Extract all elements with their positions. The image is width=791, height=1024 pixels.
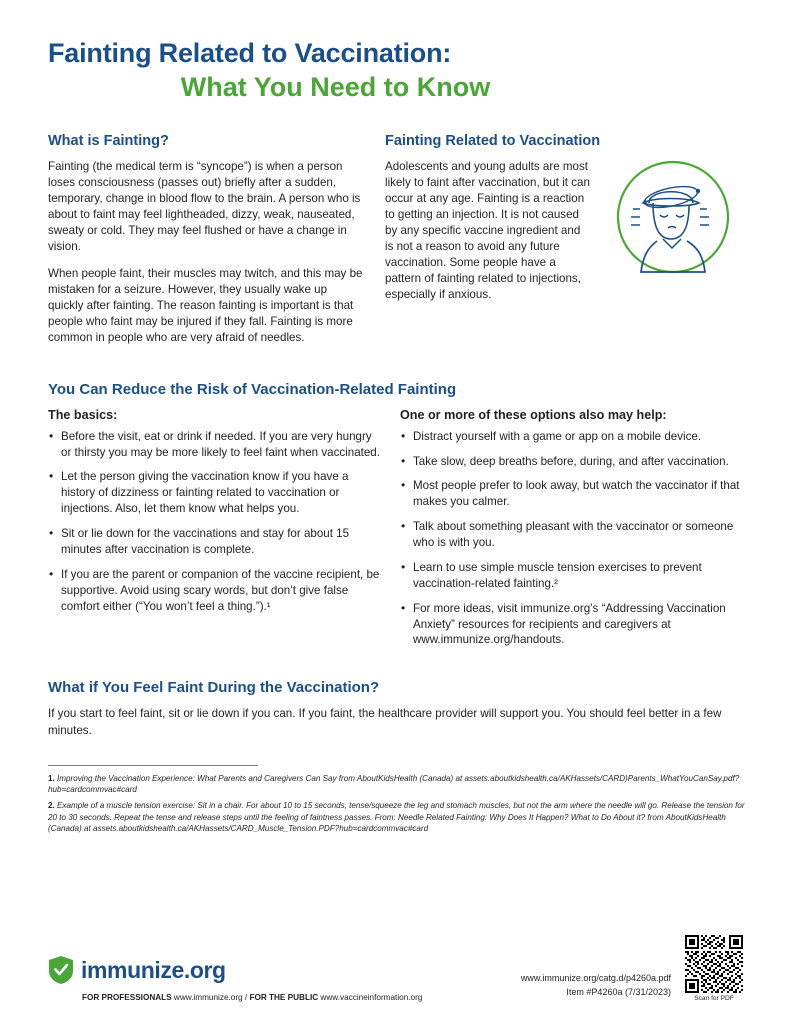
fainting-related-heading: Fainting Related to Vaccination: [385, 133, 601, 150]
list-item: • Before the visit, eat or drink if needed. If you are very hungry or thirsty you may be more likely to feel faint when vaccinated.: [48, 429, 382, 461]
options-column: [400, 408, 743, 658]
footnote-2-text: Example of a muscle tension exercise: Sit in a chair. For about 10 to 15 seconds, tense/squeeze the leg and stomach muscles, but not the arm where the needle will go. Release the tension for 20 to 30 seconds. Repeat the tense and release steps until the feeling of faintness passes. From: Needle Related Fainting: Why Does It Happen? What to Do About it? from AboutKidsHealth (Canada) at assets.aboutkidshealth.ca/AKHassets/CARD_Muscle_Tension.PDF?hub=cardcommvac#card: [48, 801, 745, 834]
what-is-fainting-paragraph-2: When people faint, their muscles may twitch, and this may be mistaken for a seizure. However, they usually wake up quickly after fainting. The reason fainting is important is that people who faint may be injured if they fall. Fainting is more common in people who are very afraid of needles.: [48, 266, 363, 344]
for-public-url[interactable]: www.vaccineinformation.org: [320, 993, 423, 1002]
list-item: • Learn to use simple muscle tension exercises to prevent vaccination-related fainting.²: [400, 560, 743, 592]
footnote-1-number: 1.: [48, 773, 55, 783]
list-item: • Let the person giving the vaccination know if you have a history of dizziness or fainting related to vaccination or injections. Also, let them know what helps you.: [48, 469, 382, 517]
title-line-1: Fainting Related to Vaccination:: [48, 38, 452, 68]
feel-faint-text: If you start to feel faint, sit or lie down if you can. If you faint, the healthcare provider will support you. You should feel better in a few minutes.: [48, 707, 722, 737]
for-public-label: FOR THE PUBLIC: [249, 993, 319, 1002]
reduce-risk-columns: [48, 408, 743, 658]
qr-caption: Scan for PDF: [694, 995, 734, 1002]
footnote-2: [48, 800, 748, 834]
reduce-risk-heading: You Can Reduce the Risk of Vaccination-Related Fainting: [48, 380, 457, 398]
list-item: • Talk about something pleasant with the vaccinator or someone who is with you.: [400, 519, 743, 551]
page-footer: [48, 935, 743, 1002]
basics-subheading: The basics:: [48, 407, 118, 422]
footnote-1: [48, 773, 748, 796]
pdf-url[interactable]: www.immunize.org/catg.d/p4260a.pdf: [520, 973, 671, 984]
footnote-divider: [48, 765, 258, 766]
what-is-fainting-column: [48, 133, 385, 356]
footer-taglines: [82, 993, 422, 1002]
immunize-logo-block[interactable]: [48, 955, 422, 1002]
intro-columns: [48, 133, 743, 356]
options-subheading: One or more of these options also may help:: [400, 407, 667, 422]
qr-code[interactable]: [685, 935, 743, 993]
list-item: • Take slow, deep breaths before, during, and after vaccination.: [400, 454, 743, 470]
footnote-2-number: 2.: [48, 801, 55, 811]
list-item: • Distract yourself with a game or app on a mobile device.: [400, 429, 743, 445]
list-item: • Most people prefer to look away, but watch the vaccinator if that makes you calmer.: [400, 478, 743, 510]
basics-column: [48, 408, 400, 658]
for-professionals-label: FOR PROFESSIONALS: [82, 993, 172, 1002]
basics-list: [48, 429, 382, 615]
qr-code-block[interactable]: [685, 935, 743, 1002]
what-is-fainting-heading: What is Fainting?: [48, 133, 169, 150]
list-item: • If you are the parent or companion of the vaccine recipient, be supportive. Avoid using scary words, but don’t give false comfort either (“You won’t feel a thing.”).¹: [48, 567, 382, 615]
tagline-separator: /: [244, 993, 248, 1002]
immunize-logo-text: immunize.org: [81, 956, 226, 983]
title-line-2: What You Need to Know: [180, 72, 491, 103]
fainting-person-illustration: [597, 155, 743, 279]
list-item: • Sit or lie down for the vaccinations and stay for about 15 minutes after vaccination is complete.: [48, 526, 382, 558]
fainting-related-column: [385, 133, 743, 356]
page-title: [48, 0, 743, 103]
fainting-related-paragraph-1: Adolescents and young adults are most likely to faint after vaccination, but it can occur at any age. Fainting is a reaction to getting an injection. It is not caused by any specific vaccine ingredient and is not a reason to avoid any future vaccination. Some people have a pattern of fainting related to injections, especially if anxious.: [385, 159, 590, 301]
feel-faint-heading: What if You Feel Faint During the Vaccination?: [48, 679, 380, 697]
feel-faint-section: [48, 679, 743, 738]
footnote-1-text: Improving the Vaccination Experience: What Parents and Caregivers Can Say from AboutKidsHealth (Canada) at assets.aboutkidshealth.ca/AKHassets/CARD)Parents_WhatYouCanSay.pdf?hub=cardcommvac#card: [48, 773, 740, 795]
footnotes: [48, 765, 748, 835]
what-is-fainting-paragraph-1: Fainting (the medical term is “syncope”) is when a person loses consciousness (passes out) briefly after a sudden, temporary, change in blood flow to the brain. A person who is about to faint may feel lightheaded, dizzy, weak, nauseated, sweaty or cold. They may feel flushed or have a change in vision.: [48, 159, 361, 253]
reduce-risk-section: [48, 381, 743, 658]
shield-check-icon: [48, 955, 74, 985]
for-professionals-url[interactable]: www.immunize.org: [173, 993, 243, 1002]
item-number: Item #P4260a (7/31/2023): [566, 987, 671, 998]
options-list: [400, 429, 743, 649]
list-item: • For more ideas, visit immunize.org’s “Addressing Vaccination Anxiety” resources for recipients and caregivers at www.immunize.org/handouts.: [400, 601, 743, 649]
footer-right: [521, 935, 743, 1002]
